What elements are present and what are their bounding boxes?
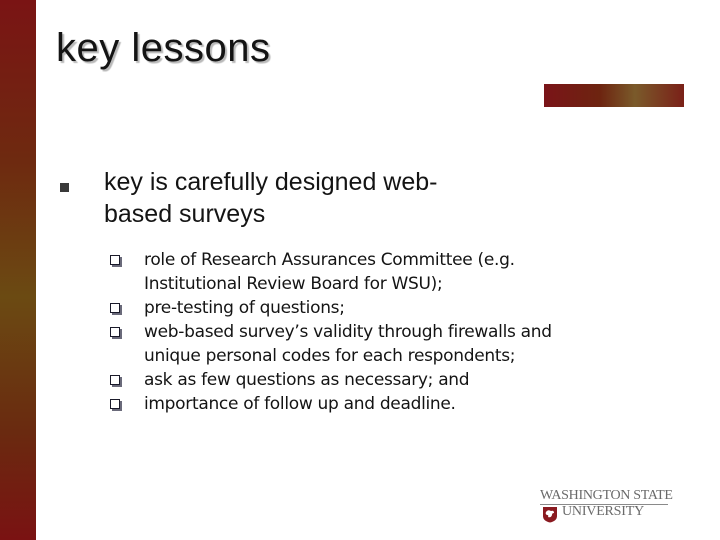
sub-points-list <box>110 248 564 416</box>
sub-point-item <box>110 392 564 416</box>
main-point: key is carefully designed web-based surveys <box>104 168 438 228</box>
title-accent-bar <box>544 84 684 107</box>
logo-line-2: UNIVERSITY <box>562 504 644 519</box>
checkbox-bullet-icon <box>110 375 120 385</box>
sub-point-text: pre-testing of questions; <box>144 298 345 318</box>
main-bullet-marker <box>60 183 69 192</box>
sub-point-item <box>110 296 564 320</box>
left-decorative-bar <box>0 0 36 540</box>
sub-point-item <box>110 320 564 368</box>
wsu-logo <box>538 488 678 528</box>
wsu-cougar-seal-icon <box>542 506 558 523</box>
checkbox-bullet-icon <box>110 255 120 265</box>
checkbox-bullet-icon <box>110 327 120 337</box>
sub-point-text: importance of follow up and deadline. <box>144 394 456 414</box>
sub-point-text: ask as few questions as necessary; and <box>144 370 470 390</box>
checkbox-bullet-icon <box>110 399 120 409</box>
slide-title: key lessons <box>56 26 271 70</box>
checkbox-bullet-icon <box>110 303 120 313</box>
sub-point-item <box>110 248 564 296</box>
sub-point-item <box>110 368 564 392</box>
sub-point-text: role of Research Assurances Committee (e.g. Institutional Review Board for WSU); <box>144 250 515 294</box>
sub-point-text: web-based survey’s validity through firewalls and unique personal codes for each respondents; <box>144 322 552 366</box>
logo-line-1: WASHINGTON STATE <box>540 488 673 503</box>
